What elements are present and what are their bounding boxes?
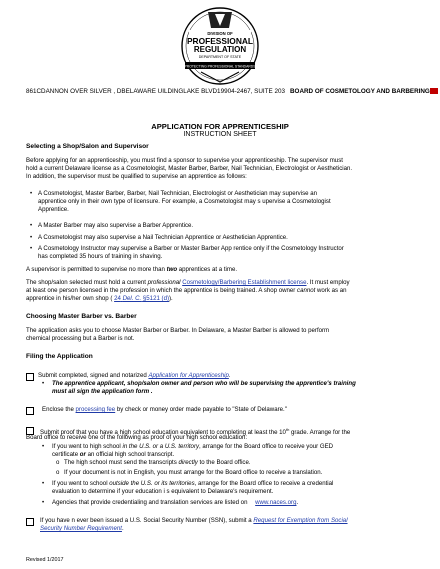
item-text: Agencies that provide credentialing and translation services are listed on: [52, 499, 248, 506]
code-section: §5121 (d): [142, 295, 169, 303]
sub-bullet: o: [56, 469, 60, 476]
list-item: [52, 499, 432, 507]
item-text: .: [228, 372, 231, 379]
item-text: If you went to school: [52, 480, 108, 487]
bullet-dot: •: [42, 380, 45, 387]
ssn-exemption-link[interactable]: Request for Exemption from Social: [253, 517, 348, 524]
list-item-line: evaluation to determine if your education i s equivalent to Delaware's requirement.: [52, 488, 274, 496]
page-subtitle: INSTRUCTION SHEET: [183, 131, 257, 138]
section-heading-filing: Filing the Application: [26, 353, 93, 360]
shop-text: The shop/salon selected must hold a current: [26, 279, 146, 286]
del-code-link[interactable]: [114, 295, 169, 302]
board-name-mark: [430, 88, 438, 94]
item-education-line2: Board office to receive one of the following as proof of your high school education:: [26, 434, 248, 441]
item-application: [38, 372, 428, 380]
signature-line: must all sign the application form .: [52, 388, 153, 396]
seal-line-4: DEPARTMENT OF STATE: [198, 55, 242, 59]
bullet-dot: •: [42, 499, 45, 506]
item-text-italic: outside the U.S. or its territories: [109, 480, 195, 487]
code-title: 24: [114, 295, 121, 303]
item-text: The high school must send the transcripts: [64, 459, 177, 466]
processing-fee-link[interactable]: processing fee: [75, 406, 116, 413]
item-text: Submit completed, signed and notarized: [38, 372, 147, 379]
checkbox-fee[interactable]: [26, 407, 34, 415]
limit-post: apprentices at a time.: [178, 266, 238, 273]
ssn-line-2: [40, 525, 435, 533]
seal-line-1: DIVISION OF: [207, 31, 233, 36]
limit-number: two: [166, 266, 178, 273]
checkbox-ssn[interactable]: [26, 518, 34, 526]
section-heading-supervisor: Selecting a Shop/Salon and Supervisor: [26, 143, 149, 150]
item-text: , arrange for the Board office to receive a credential: [194, 480, 334, 487]
shop-line-2: [26, 287, 431, 295]
division-seal-logo: [171, 6, 269, 86]
application-form-link[interactable]: Application for Apprenticeship: [148, 372, 229, 379]
list-item: [52, 443, 432, 459]
item-text: If you have n ever been issued a U.S. Social Security Number (SSN), submit a: [40, 517, 252, 524]
bullet-dot: •: [30, 190, 33, 197]
signature-line: The apprentice applicant, shop/salon owner and person who will be supervising the apprentice's training: [52, 380, 356, 387]
naces-link[interactable]: www.naces.org: [255, 499, 297, 506]
list-item: [38, 190, 428, 214]
item-text: , arrange for the Board office to receive your GED: [199, 443, 334, 450]
intro-line: In addition, the supervisor must be qualified to supervise an apprentice as follows:: [26, 173, 247, 181]
revision-date: Revised 1/2017: [26, 557, 64, 563]
superscript: th: [285, 427, 290, 432]
list-item: A Master Barber may also supervise a Barber Apprentice.: [38, 222, 194, 229]
list-item-line: [52, 451, 432, 459]
barber-line: chemical processing but a Barber is not.: [26, 335, 135, 343]
list-item: [38, 245, 433, 261]
item-text: Enclose the: [42, 406, 74, 413]
supervisor-limit-text: [26, 266, 426, 274]
shop-text: apprentice in his/her own shop (: [26, 295, 113, 303]
item-text: an official high school transcript.: [87, 451, 175, 459]
shop-line-3: [26, 295, 431, 303]
item-text-italic: directly: [178, 459, 198, 466]
shop-line-1: [26, 279, 431, 287]
list-item: [52, 480, 432, 496]
item-text-bold: or: [79, 451, 86, 459]
seal-banner: PROTECTING PROFESSIONAL STANDARDS: [184, 64, 256, 69]
sub-bullet: o: [56, 459, 60, 466]
item-text: grade. Arrange for the: [291, 429, 351, 437]
item-text: .: [296, 499, 299, 506]
seal-line-3: REGULATION: [193, 45, 247, 54]
shop-text-italic: professional: [147, 279, 181, 286]
bullet-dot: •: [30, 234, 33, 241]
intro-paragraph: [26, 157, 426, 181]
item-fee: [42, 406, 432, 414]
board-name-text: BOARD OF COSMETOLOGY AND BARBERING: [290, 88, 430, 95]
item-text: by check or money order made payable to "State of Delaware.": [116, 406, 287, 413]
bullet-dot: •: [30, 222, 33, 229]
page-title: APPLICATION FOR APPRENTICESHIP: [151, 122, 289, 131]
limit-pre: A supervisor is permitted to supervise no more than: [26, 266, 165, 273]
item-text-italic: in the U.S. or a U.S. territory: [122, 443, 200, 450]
checkbox-application[interactable]: [26, 373, 34, 381]
intro-line: Before applying for an apprenticeship, you must find a sponsor to supervise your apprenticeship. The supervisor must: [26, 157, 343, 164]
item-text: .: [121, 525, 124, 533]
signature-requirement: [52, 380, 432, 396]
shop-text: ).: [169, 295, 173, 303]
intro-line: hold a current Delaware license as a Cosmetologist, Master Barber, Barber, Nail Technician, Electrologist or Aesthetician.: [26, 165, 353, 173]
list-item-line: Apprentice.: [38, 206, 69, 214]
list-item: A Cosmetologist may also supervise a Nail Technician Apprentice or Aesthetician Apprentice.: [38, 234, 288, 241]
item-text: certificate: [52, 451, 79, 459]
shop-text: . It must employ: [306, 279, 350, 286]
board-name: [290, 88, 440, 95]
list-item-line: apprentice only in their own type of licensure. For example, a Cosmetologist may s upervise a Cosmetologist: [38, 198, 331, 206]
list-item: If your document is not in English, you must arrange for the Board office to receive a translation.: [64, 469, 323, 476]
ssn-line-1: [40, 517, 435, 525]
shop-text-italic: cannot: [297, 287, 316, 295]
barber-paragraph: [26, 327, 426, 343]
list-item-line: [52, 480, 432, 488]
section-heading-barber: Choosing Master Barber vs. Barber: [26, 313, 137, 320]
code-name: Del. C.: [122, 295, 142, 303]
establishment-license-link[interactable]: Cosmetology/Barbering Establishment license: [182, 279, 307, 286]
ssn-exemption-link-continued[interactable]: Security Number Requirement: [40, 525, 122, 533]
item-text: Submit proof that you have a high school education equivalent to completing at least the 10: [40, 429, 286, 437]
bullet-dot: •: [42, 443, 45, 450]
office-address: 861CDANNON OVER SILVER , DBELAWARE UILDINGLAKE BLVD19904-2467, SUITE 203: [26, 88, 285, 95]
item-text: to the Board office.: [199, 459, 251, 466]
list-item-line: [52, 443, 432, 451]
item-ssn: [40, 517, 435, 533]
bullet-dot: •: [30, 245, 33, 252]
shop-text: at least one person licensed in the profession in which the apprentice is being trained. A shop owner: [26, 287, 296, 295]
list-item: [64, 459, 424, 467]
list-item-line: A Cosmetology Instructor may supervise a Barber or Master Barber App rentice only if the Cosmetology Instructor: [38, 245, 344, 252]
list-item-line: has completed 35 hours of training in shaving.: [38, 253, 163, 261]
bullet-dot: •: [42, 480, 45, 487]
shop-requirements: [26, 279, 431, 303]
barber-line: The application asks you to choose Master Barber or Barber. In Delaware, a Master Barber is allowed to perform: [26, 327, 330, 334]
seal-line-2: PROFESSIONAL: [186, 36, 254, 46]
list-item-line: A Cosmetologist, Master Barber, Barber, Nail Technician, Electrologist or Aesthetician may supervise an: [38, 190, 317, 197]
shop-text: work as an: [317, 287, 347, 295]
item-text: If you went to high school: [52, 443, 121, 450]
